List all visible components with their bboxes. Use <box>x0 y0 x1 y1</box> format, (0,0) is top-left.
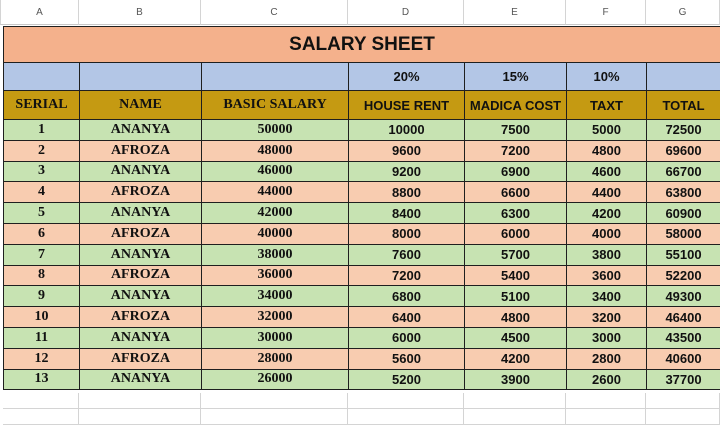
tax-cell[interactable]: 4400 <box>567 182 647 203</box>
medical-cost-cell[interactable]: 5400 <box>465 265 567 286</box>
total-cell[interactable]: 43500 <box>647 327 720 348</box>
total-cell[interactable]: 52200 <box>647 265 720 286</box>
total-cell[interactable]: 37700 <box>647 369 720 390</box>
column-header-g[interactable]: G <box>646 0 720 25</box>
column-header-a[interactable]: A <box>0 0 79 25</box>
empty-cell[interactable] <box>202 63 349 91</box>
medical-cost-cell[interactable]: 4800 <box>465 307 567 328</box>
serial-cell[interactable]: 12 <box>4 348 80 369</box>
basic-salary-cell[interactable]: 46000 <box>202 161 349 182</box>
header-house-rent[interactable]: HOUSE RENT <box>349 91 465 120</box>
empty-rows <box>3 393 720 425</box>
name-cell[interactable]: AFROZA <box>80 223 202 244</box>
medical-cost-cell[interactable]: 6900 <box>465 161 567 182</box>
basic-salary-cell[interactable]: 36000 <box>202 265 349 286</box>
total-cell[interactable]: 46400 <box>647 307 720 328</box>
empty-row <box>3 409 720 425</box>
header-row <box>4 91 720 120</box>
medical-cost-cell[interactable]: 7500 <box>465 120 567 141</box>
medical-cost-cell[interactable]: 5700 <box>465 244 567 265</box>
tax-cell[interactable]: 3200 <box>567 307 647 328</box>
tax-cell[interactable]: 3400 <box>567 286 647 307</box>
medical-percent[interactable]: 15% <box>465 63 567 91</box>
house-rent-cell[interactable]: 8400 <box>349 203 465 224</box>
header-total[interactable]: TOTAL <box>647 91 720 120</box>
table-row <box>4 265 720 286</box>
serial-cell[interactable]: 4 <box>4 182 80 203</box>
house-rent-cell[interactable]: 5600 <box>349 348 465 369</box>
header-name[interactable]: NAME <box>80 91 202 120</box>
medical-cost-cell[interactable]: 6300 <box>465 203 567 224</box>
empty-cell[interactable] <box>79 409 201 425</box>
header-medical-cost[interactable]: MADICA COST <box>465 91 567 120</box>
name-cell[interactable]: AFROZA <box>80 348 202 369</box>
basic-salary-cell[interactable]: 48000 <box>202 140 349 161</box>
empty-cell[interactable] <box>79 393 201 409</box>
name-cell[interactable]: ANANYA <box>80 161 202 182</box>
house-rent-cell[interactable]: 8800 <box>349 182 465 203</box>
basic-salary-cell[interactable]: 30000 <box>202 327 349 348</box>
serial-cell[interactable]: 5 <box>4 203 80 224</box>
tax-cell[interactable]: 2600 <box>567 369 647 390</box>
name-cell[interactable]: ANANYA <box>80 203 202 224</box>
title-row <box>4 27 720 63</box>
tax-cell[interactable]: 5000 <box>567 120 647 141</box>
header-serial[interactable]: SERIAL <box>4 91 80 120</box>
empty-cell[interactable] <box>80 63 202 91</box>
serial-cell[interactable]: 1 <box>4 120 80 141</box>
table-row <box>4 286 720 307</box>
serial-cell[interactable]: 3 <box>4 161 80 182</box>
serial-cell[interactable]: 8 <box>4 265 80 286</box>
house-rent-cell[interactable]: 6000 <box>349 327 465 348</box>
empty-cell[interactable] <box>464 393 566 409</box>
house-rent-cell[interactable]: 7600 <box>349 244 465 265</box>
table-row <box>4 223 720 244</box>
empty-cell[interactable] <box>647 63 720 91</box>
serial-cell[interactable]: 7 <box>4 244 80 265</box>
empty-cell[interactable] <box>4 63 80 91</box>
total-cell[interactable]: 58000 <box>647 223 720 244</box>
name-cell[interactable]: AFROZA <box>80 265 202 286</box>
table-row <box>4 182 720 203</box>
empty-cell[interactable] <box>646 393 720 409</box>
house-rent-cell[interactable]: 9200 <box>349 161 465 182</box>
header-tax[interactable]: TAXT <box>567 91 647 120</box>
column-header-f[interactable]: F <box>566 0 646 25</box>
empty-cell[interactable] <box>201 393 348 409</box>
empty-cell[interactable] <box>566 393 646 409</box>
table-row <box>4 327 720 348</box>
empty-cell[interactable] <box>348 393 464 409</box>
empty-cell[interactable] <box>646 409 720 425</box>
tax-cell[interactable]: 4000 <box>567 223 647 244</box>
name-cell[interactable]: AFROZA <box>80 140 202 161</box>
empty-row <box>3 393 720 409</box>
basic-salary-cell[interactable]: 28000 <box>202 348 349 369</box>
tax-percent[interactable]: 10% <box>567 63 647 91</box>
percentage-row <box>4 63 720 91</box>
total-cell[interactable]: 69600 <box>647 140 720 161</box>
house-rent-cell[interactable]: 7200 <box>349 265 465 286</box>
medical-cost-cell[interactable]: 4500 <box>465 327 567 348</box>
table-row <box>4 140 720 161</box>
column-header-c[interactable]: C <box>201 0 348 25</box>
sheet-title[interactable]: SALARY SHEET <box>4 27 720 63</box>
total-cell[interactable]: 40600 <box>647 348 720 369</box>
name-cell[interactable]: ANANYA <box>80 369 202 390</box>
total-cell[interactable]: 55100 <box>647 244 720 265</box>
column-header-b[interactable]: B <box>79 0 201 25</box>
house-rent-cell[interactable]: 6800 <box>349 286 465 307</box>
serial-cell[interactable]: 9 <box>4 286 80 307</box>
table-row <box>4 161 720 182</box>
serial-cell[interactable]: 10 <box>4 307 80 328</box>
medical-cost-cell[interactable]: 7200 <box>465 140 567 161</box>
tax-cell[interactable]: 2800 <box>567 348 647 369</box>
tax-cell[interactable]: 4200 <box>567 203 647 224</box>
name-cell[interactable]: ANANYA <box>80 286 202 307</box>
serial-cell[interactable]: 13 <box>4 369 80 390</box>
column-header-d[interactable]: D <box>348 0 464 25</box>
empty-cell[interactable] <box>3 393 79 409</box>
tax-cell[interactable]: 4800 <box>567 140 647 161</box>
basic-salary-cell[interactable]: 32000 <box>202 307 349 328</box>
basic-salary-cell[interactable]: 44000 <box>202 182 349 203</box>
serial-cell[interactable]: 6 <box>4 223 80 244</box>
medical-cost-cell[interactable]: 4200 <box>465 348 567 369</box>
serial-cell[interactable]: 2 <box>4 140 80 161</box>
house-rent-cell[interactable]: 5200 <box>349 369 465 390</box>
house-rent-cell[interactable]: 6400 <box>349 307 465 328</box>
total-cell[interactable]: 66700 <box>647 161 720 182</box>
medical-cost-cell[interactable]: 3900 <box>465 369 567 390</box>
table-row <box>4 203 720 224</box>
column-header-bar <box>0 0 720 25</box>
name-cell[interactable]: AFROZA <box>80 307 202 328</box>
empty-cell[interactable] <box>464 409 566 425</box>
medical-cost-cell[interactable]: 6000 <box>465 223 567 244</box>
tax-cell[interactable]: 4600 <box>567 161 647 182</box>
name-cell[interactable]: ANANYA <box>80 327 202 348</box>
total-cell[interactable]: 72500 <box>647 120 720 141</box>
total-cell[interactable]: 63800 <box>647 182 720 203</box>
basic-salary-cell[interactable]: 34000 <box>202 286 349 307</box>
name-cell[interactable]: ANANYA <box>80 244 202 265</box>
total-cell[interactable]: 60900 <box>647 203 720 224</box>
tax-cell[interactable]: 3800 <box>567 244 647 265</box>
basic-salary-cell[interactable]: 50000 <box>202 120 349 141</box>
table-row <box>4 244 720 265</box>
house-rent-percent[interactable]: 20% <box>349 63 465 91</box>
basic-salary-cell[interactable]: 26000 <box>202 369 349 390</box>
name-cell[interactable]: ANANYA <box>80 120 202 141</box>
basic-salary-cell[interactable]: 40000 <box>202 223 349 244</box>
tax-cell[interactable]: 3600 <box>567 265 647 286</box>
column-header-e[interactable]: E <box>464 0 566 25</box>
house-rent-cell[interactable]: 8000 <box>349 223 465 244</box>
basic-salary-cell[interactable]: 42000 <box>202 203 349 224</box>
empty-cell[interactable] <box>566 409 646 425</box>
empty-cell[interactable] <box>3 409 79 425</box>
house-rent-cell[interactable]: 9600 <box>349 140 465 161</box>
empty-cell[interactable] <box>201 409 348 425</box>
empty-cell[interactable] <box>348 409 464 425</box>
house-rent-cell[interactable]: 10000 <box>349 120 465 141</box>
table-row <box>4 369 720 390</box>
header-basic-salary[interactable]: BASIC SALARY <box>202 91 349 120</box>
total-cell[interactable]: 49300 <box>647 286 720 307</box>
tax-cell[interactable]: 3000 <box>567 327 647 348</box>
table-row <box>4 307 720 328</box>
medical-cost-cell[interactable]: 6600 <box>465 182 567 203</box>
table-row <box>4 348 720 369</box>
salary-table <box>3 26 720 390</box>
serial-cell[interactable]: 11 <box>4 327 80 348</box>
basic-salary-cell[interactable]: 38000 <box>202 244 349 265</box>
table-row <box>4 120 720 141</box>
medical-cost-cell[interactable]: 5100 <box>465 286 567 307</box>
name-cell[interactable]: AFROZA <box>80 182 202 203</box>
